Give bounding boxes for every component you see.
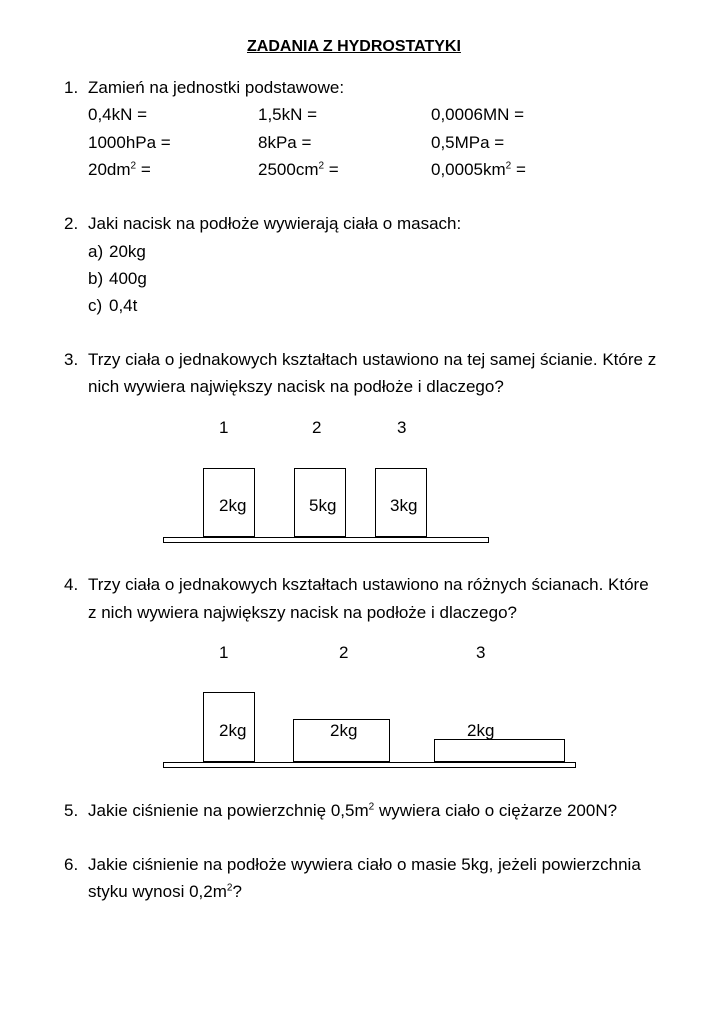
- question-text-line: Jakie ciśnienie na podłoże wywiera ciało o masie 5kg, jeżeli powierzchnia: [88, 855, 641, 874]
- question-number: 3.: [64, 350, 79, 369]
- conversion-item: 8kPa =: [258, 133, 312, 152]
- block-number-label: 2: [339, 643, 349, 662]
- question-number: 5.: [64, 801, 79, 820]
- question-number: 2.: [64, 214, 79, 233]
- question-text: Zamień na jednostki podstawowe:: [88, 78, 345, 97]
- conversion-item: $20dm^2$ =: [88, 160, 151, 179]
- page-title: ZADANIA Z HYDROSTATYKI: [247, 38, 461, 55]
- mass-label: 5kg: [309, 496, 337, 515]
- question-text-line: z nich wywiera największy nacisk na podłoże i dlaczego?: [88, 603, 517, 622]
- question-text: Jaki nacisk na podłoże wywierają ciała o masach:: [88, 214, 462, 233]
- question-text-line: nich wywiera największy nacisk na podłoże i dlaczego?: [88, 377, 504, 396]
- list-letter: b): [88, 269, 104, 288]
- conversion-item: 0,4kN =: [88, 105, 148, 124]
- question-text-line: Trzy ciała o jednakowych kształtach ustawiono na różnych ścianach. Które: [88, 575, 649, 594]
- conversion-item: $2500cm^2$ =: [258, 160, 339, 179]
- block-number-label: 2: [312, 418, 322, 437]
- conversion-item: 1,5kN =: [258, 105, 318, 124]
- block-number-label: 3: [476, 643, 486, 662]
- question-number: 1.: [64, 78, 79, 97]
- mass-label: 2kg: [330, 721, 358, 740]
- block-number-label: 1: [219, 418, 229, 437]
- block-number-label: 3: [397, 418, 407, 437]
- block-number-label: 1: [219, 643, 229, 662]
- ground-surface: [163, 537, 489, 543]
- question-text-line: Trzy ciała o jednakowych kształtach ustawiono na tej samej ścianie. Które z: [88, 350, 657, 369]
- list-letter: a): [88, 242, 104, 261]
- question-text: Jakie ciśnienie na powierzchnię $0,5m^2$ wywiera ciało o ciężarze 200N?: [88, 801, 618, 820]
- list-letter: c): [88, 296, 103, 315]
- mass-block-flat: [434, 739, 565, 762]
- question-number: 6.: [64, 855, 79, 874]
- mass-label: 2kg: [219, 721, 247, 740]
- mass-label: 2kg: [467, 721, 495, 740]
- list-item: 400g: [109, 269, 147, 288]
- mass-label: 2kg: [219, 496, 247, 515]
- mass-label: 3kg: [390, 496, 418, 515]
- list-item: 0,4t: [109, 296, 138, 315]
- conversion-item: $0,0005km^2$ =: [431, 160, 526, 179]
- question-text-line: styku wynosi $0,2m^2$?: [88, 882, 242, 901]
- ground-surface: [163, 762, 576, 768]
- conversion-item: 0,5MPa =: [431, 133, 505, 152]
- list-item: 20kg: [109, 242, 146, 261]
- conversion-item: 0,0006MN =: [431, 105, 525, 124]
- question-number: 4.: [64, 575, 79, 594]
- conversion-item: 1000hPa =: [88, 133, 171, 152]
